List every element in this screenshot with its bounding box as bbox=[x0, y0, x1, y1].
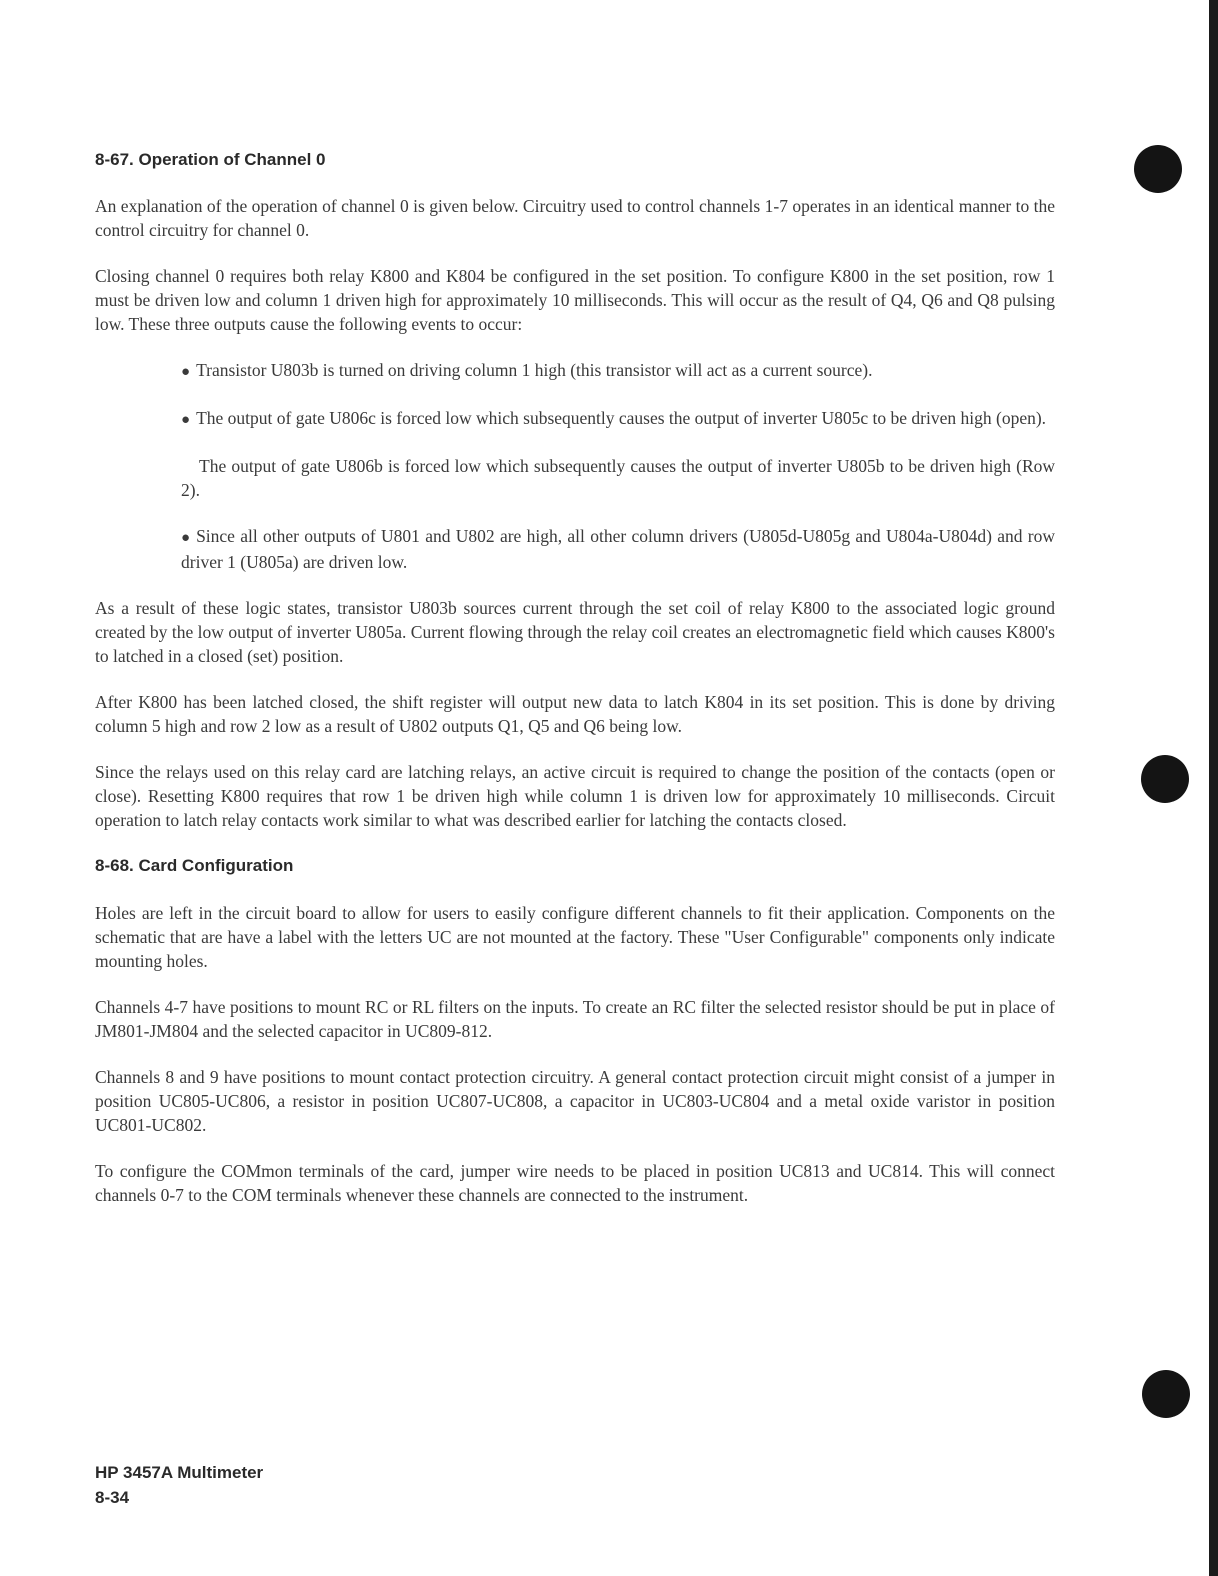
paragraph: Channels 4-7 have positions to mount RC or RL filters on the inputs. To create an RC filter the selected resistor should be put in place of JM801-JM804 and the selected capacitor in UC809-812. bbox=[95, 997, 1055, 1041]
binder-hole-middle bbox=[1141, 755, 1189, 803]
page-content bbox=[95, 150, 1055, 1229]
paragraph: After K800 has been latched closed, the shift register will output new data to latch K804 in its set position. This is done by driving column 5 high and row 2 low as a result of U802 outputs Q1, Q5 and Q6 being low. bbox=[95, 692, 1055, 736]
bullet-icon: ● bbox=[181, 412, 191, 428]
paragraph: To configure the COMmon terminals of the card, jumper wire needs to be placed in position UC813 and UC814. This will connect channels 0-7 to the COM terminals whenever these channels are connected to the instrument. bbox=[95, 1161, 1055, 1205]
footer-product-name: HP 3457A Multimeter bbox=[95, 1463, 264, 1482]
binder-hole-top bbox=[1134, 145, 1182, 193]
page-footer bbox=[95, 1460, 263, 1510]
section-heading-8-68: 8-68. Card Configuration bbox=[95, 856, 294, 875]
page-edge bbox=[1209, 0, 1218, 1576]
bullet-icon: ● bbox=[181, 530, 191, 546]
list-item: ● Since all other outputs of U801 and U802 are high, all other column drivers (U805d-U805g and U804a-U804d) and row driver 1 (U805a) are driven low. bbox=[181, 526, 1055, 572]
list-item: The output of gate U806b is forced low which subsequently causes the output of inverter U805b to be driven high (Row 2). bbox=[181, 456, 1055, 500]
events-list bbox=[95, 358, 1055, 574]
paragraph: An explanation of the operation of channel 0 is given below. Circuitry used to control channels 1-7 operates in an identical manner to the control circuitry for channel 0. bbox=[95, 196, 1055, 240]
paragraph: As a result of these logic states, transistor U803b sources current through the set coil of relay K800 to the associated logic ground created by the low output of inverter U805a. Current flowing through the relay coil creates an electromagnetic field which causes K800's to latched in a closed (set) position. bbox=[95, 598, 1055, 666]
list-item: ● The output of gate U806c is forced low which subsequently causes the output of inverter U805c to be driven high (open). bbox=[181, 406, 1055, 432]
section-heading-8-67: 8-67. Operation of Channel 0 bbox=[95, 150, 326, 169]
paragraph: Channels 8 and 9 have positions to mount contact protection circuitry. A general contact protection circuit might consist of a jumper in position UC805-UC806, a resistor in position UC807-UC808, a capacitor in UC803-UC804 and a metal oxide varistor in position UC801-UC802. bbox=[95, 1067, 1055, 1135]
paragraph: Closing channel 0 requires both relay K800 and K804 be configured in the set position. To configure K800 in the set position, row 1 must be driven low and column 1 driven high for approximately 10 milliseconds. This will occur as the result of Q4, Q6 and Q8 pulsing low. These three outputs cause the following events to occur: bbox=[95, 266, 1055, 334]
list-item: ● Transistor U803b is turned on driving column 1 high (this transistor will act as a current source). bbox=[181, 358, 1055, 384]
binder-hole-bottom bbox=[1142, 1370, 1190, 1418]
paragraph: Since the relays used on this relay card are latching relays, an active circuit is required to change the position of the contacts (open or close). Resetting K800 requires that row 1 be driven high while column 1 is driven low for approximately 10 milliseconds. Circuit operation to latch relay contacts work similar to what was described earlier for latching the contacts closed. bbox=[95, 762, 1055, 830]
paragraph: Holes are left in the circuit board to allow for users to easily configure different channels to fit their application. Components on the schematic that are have a label with the letters UC are not mounted at the factory. These "User Configurable" components only indicate mounting holes. bbox=[95, 903, 1055, 971]
footer-page-number: 8-34 bbox=[95, 1488, 130, 1507]
bullet-icon: ● bbox=[181, 364, 191, 380]
